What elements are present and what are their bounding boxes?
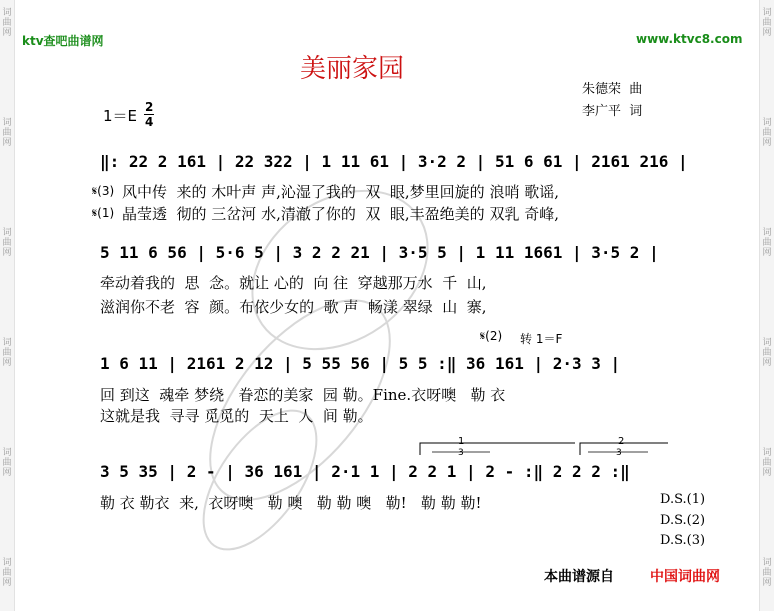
side-mark: 词曲网 [762,558,772,588]
segno-marker: 𝄋(2) [480,329,503,343]
side-mark: 词曲网 [2,558,12,588]
lyricist-credit: 李广平 词 [582,104,643,119]
staff-1-notes: ‖: 22 2 161 | 22 322 | 1 11 61 | 3·2 2 | 51 6 61 | 2161 216 | [100,152,688,171]
side-mark: 词曲网 [2,8,12,38]
side-mark: 词曲网 [762,118,772,148]
volta-2-label: 2 [618,436,625,447]
staff-1-verse-marker: 𝄋(1) [92,206,115,220]
staff-4-lyric: 勒 衣 勒衣 来, 衣呀噢 勒 噢 勒 勒 噢 勒! 勒 勒 勒! [100,494,482,512]
header-site-left[interactable]: ktv查吧曲谱网 [22,34,104,48]
staff-3-notes: 1 6 11 | 2161 2 12 | 5 55 56 | 5 5 :‖ 36 161 | 2·3 3 | [100,354,621,373]
staff-2-notes: 5 11 6 56 | 5·6 5 | 3 2 2 21 | 3·5 5 | 1 11 1661 | 3·5 2 | [100,243,659,262]
staff-1-lyric-line-1: 风中传 来的 木叶声 声,沁湿了我的 双 眼,梦里回旋的 浪哨 歌谣, [122,183,559,201]
side-mark: 词曲网 [2,338,12,368]
dal-segno-1: D.S.(1) [660,492,706,507]
staff-3-lyric-line-2: 这就是我 寻寻 觅觅的 天上 人 间 勒。 [100,407,373,425]
side-mark: 词曲网 [762,338,772,368]
staff-3-lyric-line-1: 回 到这 魂牵 梦绕 眷恋的美家 园 勒。Fine.衣呀噢 勒 衣 [100,386,506,404]
source-site-link[interactable]: 中国词曲网 [650,569,720,585]
song-title: 美丽家园 [300,54,405,84]
modulation-label: 转 1＝F [520,332,563,346]
time-signature-bottom: 4 [145,115,154,129]
key-signature: 1＝E [103,107,138,125]
staff-2-lyric-line-1: 牵动着我的 思 念。就让 心的 向 往 穿越那万水 千 山, [100,274,487,292]
header-site-right[interactable]: www.ktvc8.com [636,32,743,46]
time-signature-top: 2 [145,100,154,114]
staff-1-lyric-line-2: 晶莹透 彻的 三岔河 水,清澈了你的 双 眼,丰盈绝美的 双乳 奇峰, [122,205,559,223]
volta-1-label: 1 [458,436,465,447]
side-mark: 词曲网 [2,118,12,148]
side-mark: 词曲网 [2,228,12,258]
composer-credit: 朱德荣 曲 [582,82,643,97]
side-mark: 词曲网 [762,228,772,258]
triplet-mark: 3 [458,448,464,458]
staff-1-verse-marker: 𝄋(3) [92,184,115,198]
source-label: 本曲谱源自 [544,569,614,585]
staff-2-lyric-line-2: 滋润你不老 容 颜。布依少女的 歌 声 畅漾 翠绿 山 寨, [100,298,487,316]
triplet-mark: 3 [616,448,622,458]
dal-segno-2: D.S.(2) [660,513,706,528]
dal-segno-3: D.S.(3) [660,533,706,548]
staff-4-notes: 3 5 35 | 2 - | 36 161 | 2·1 1 | 2 2 1 | 2 - :‖ 2 2 2 :‖ [100,462,630,481]
side-mark: 词曲网 [762,8,772,38]
side-mark: 词曲网 [762,448,772,478]
side-mark: 词曲网 [2,448,12,478]
